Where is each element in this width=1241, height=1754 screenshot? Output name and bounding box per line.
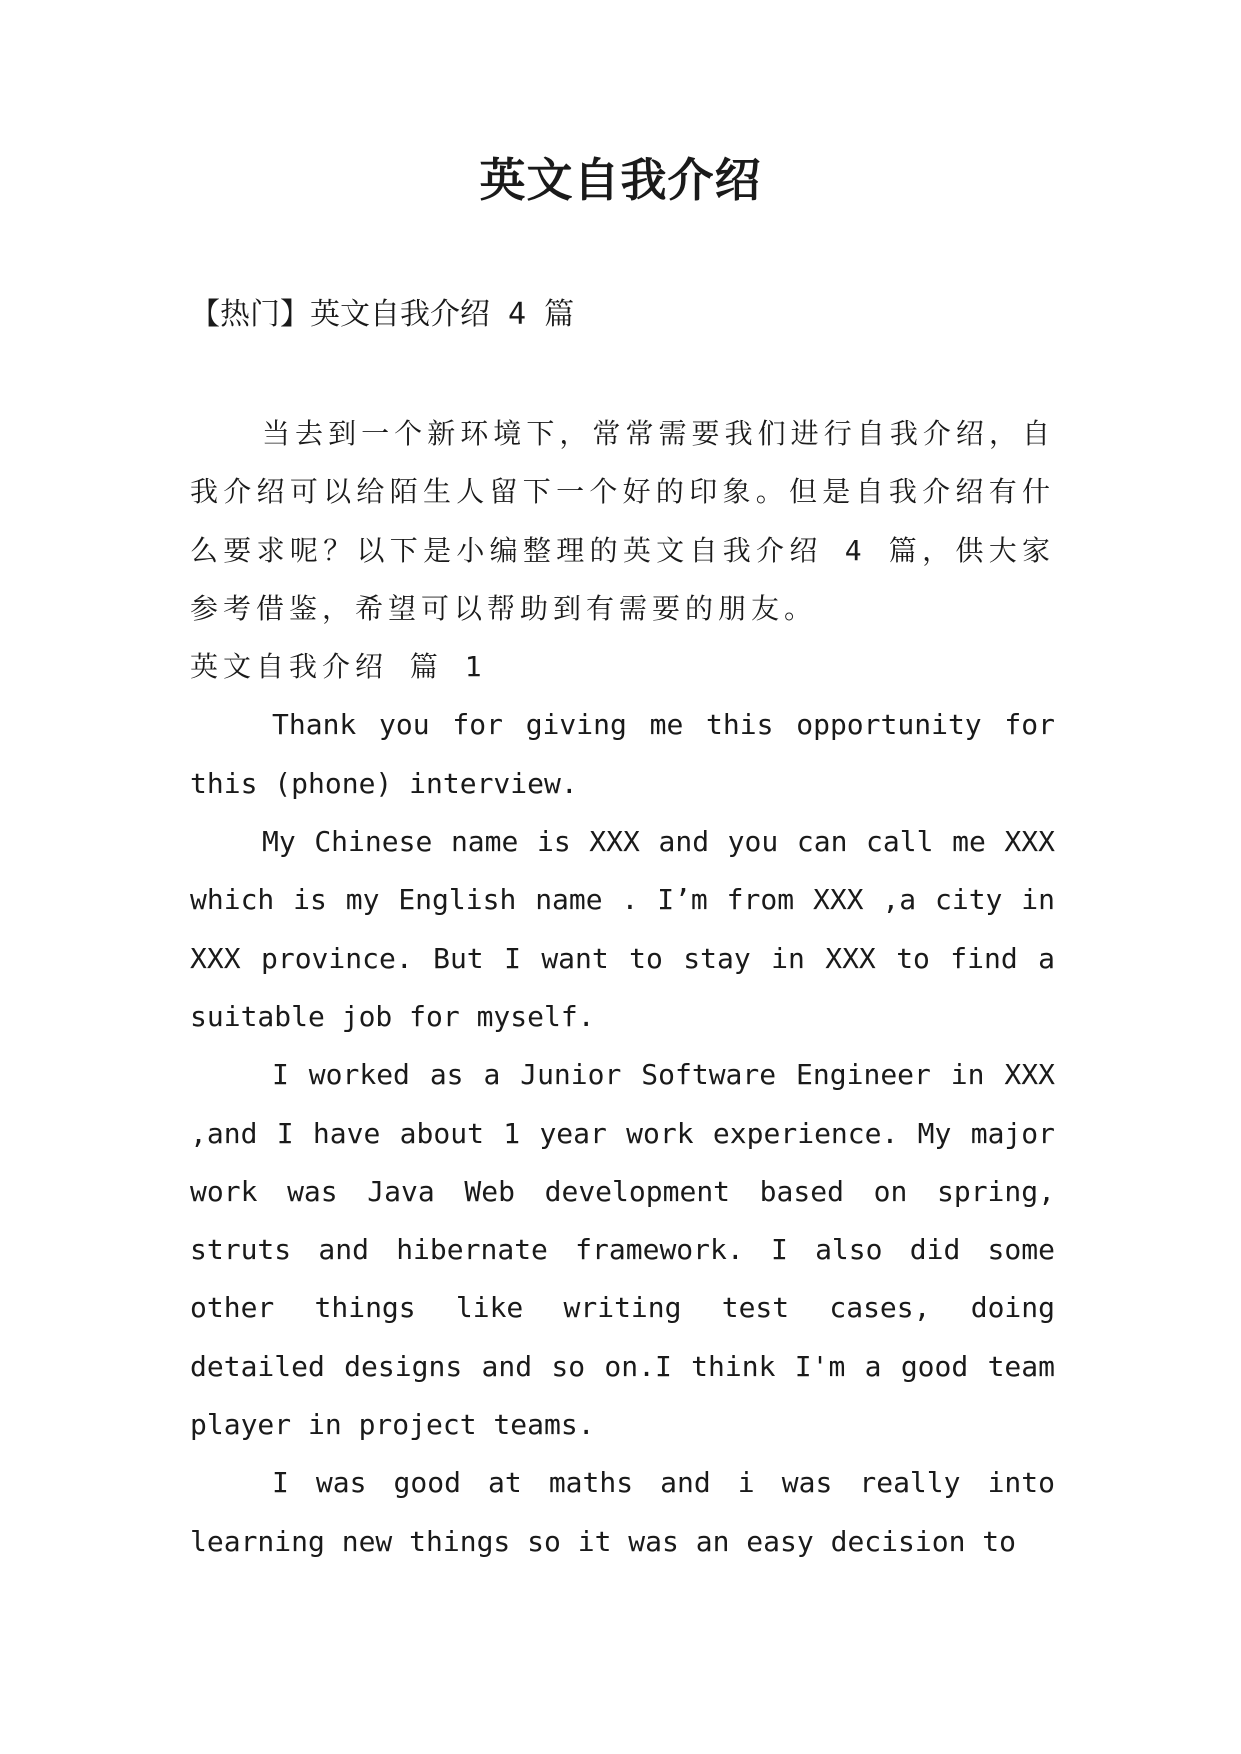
section-heading: 英文自我介绍 篇 1 (190, 650, 487, 684)
body-paragraph-3: I worked as a Junior Software Engineer in XXX ,and I have about 1 year work experience. My major work was Java Web development based on spring, struts and hibernate framework. I also did some other things like writing test cases, doing detailed designs and so on.I think I'm a good team player in project teams. (190, 1058, 1055, 1442)
body-paragraph-4: I was good at maths and i was really into learning new things so it was an easy decision to (190, 1466, 1055, 1558)
document-title: 英文自我介绍 (479, 153, 762, 207)
document-subtitle: 【热门】英文自我介绍 4 篇 (190, 297, 575, 332)
document-body (190, 405, 1055, 1571)
intro-paragraph: 当去到一个新环境下，常常需要我们进行自我介绍，自我介绍可以给陌生人留下一个好的印象。但是自我介绍有什么要求呢？以下是小编整理的英文自我介绍 4 篇，供大家参考借鉴，希望可以帮助到有需要的朋友。 (190, 417, 1055, 625)
body-paragraph-1: Thank you for giving me this opportunity for this (phone) interview. (190, 708, 1055, 800)
body-paragraph-2: My Chinese name is XXX and you can call me XXX which is my English name . I’m from XXX ,a city in XXX province. But I want to stay in XXX to find a suitable job for myself. (190, 825, 1055, 1033)
